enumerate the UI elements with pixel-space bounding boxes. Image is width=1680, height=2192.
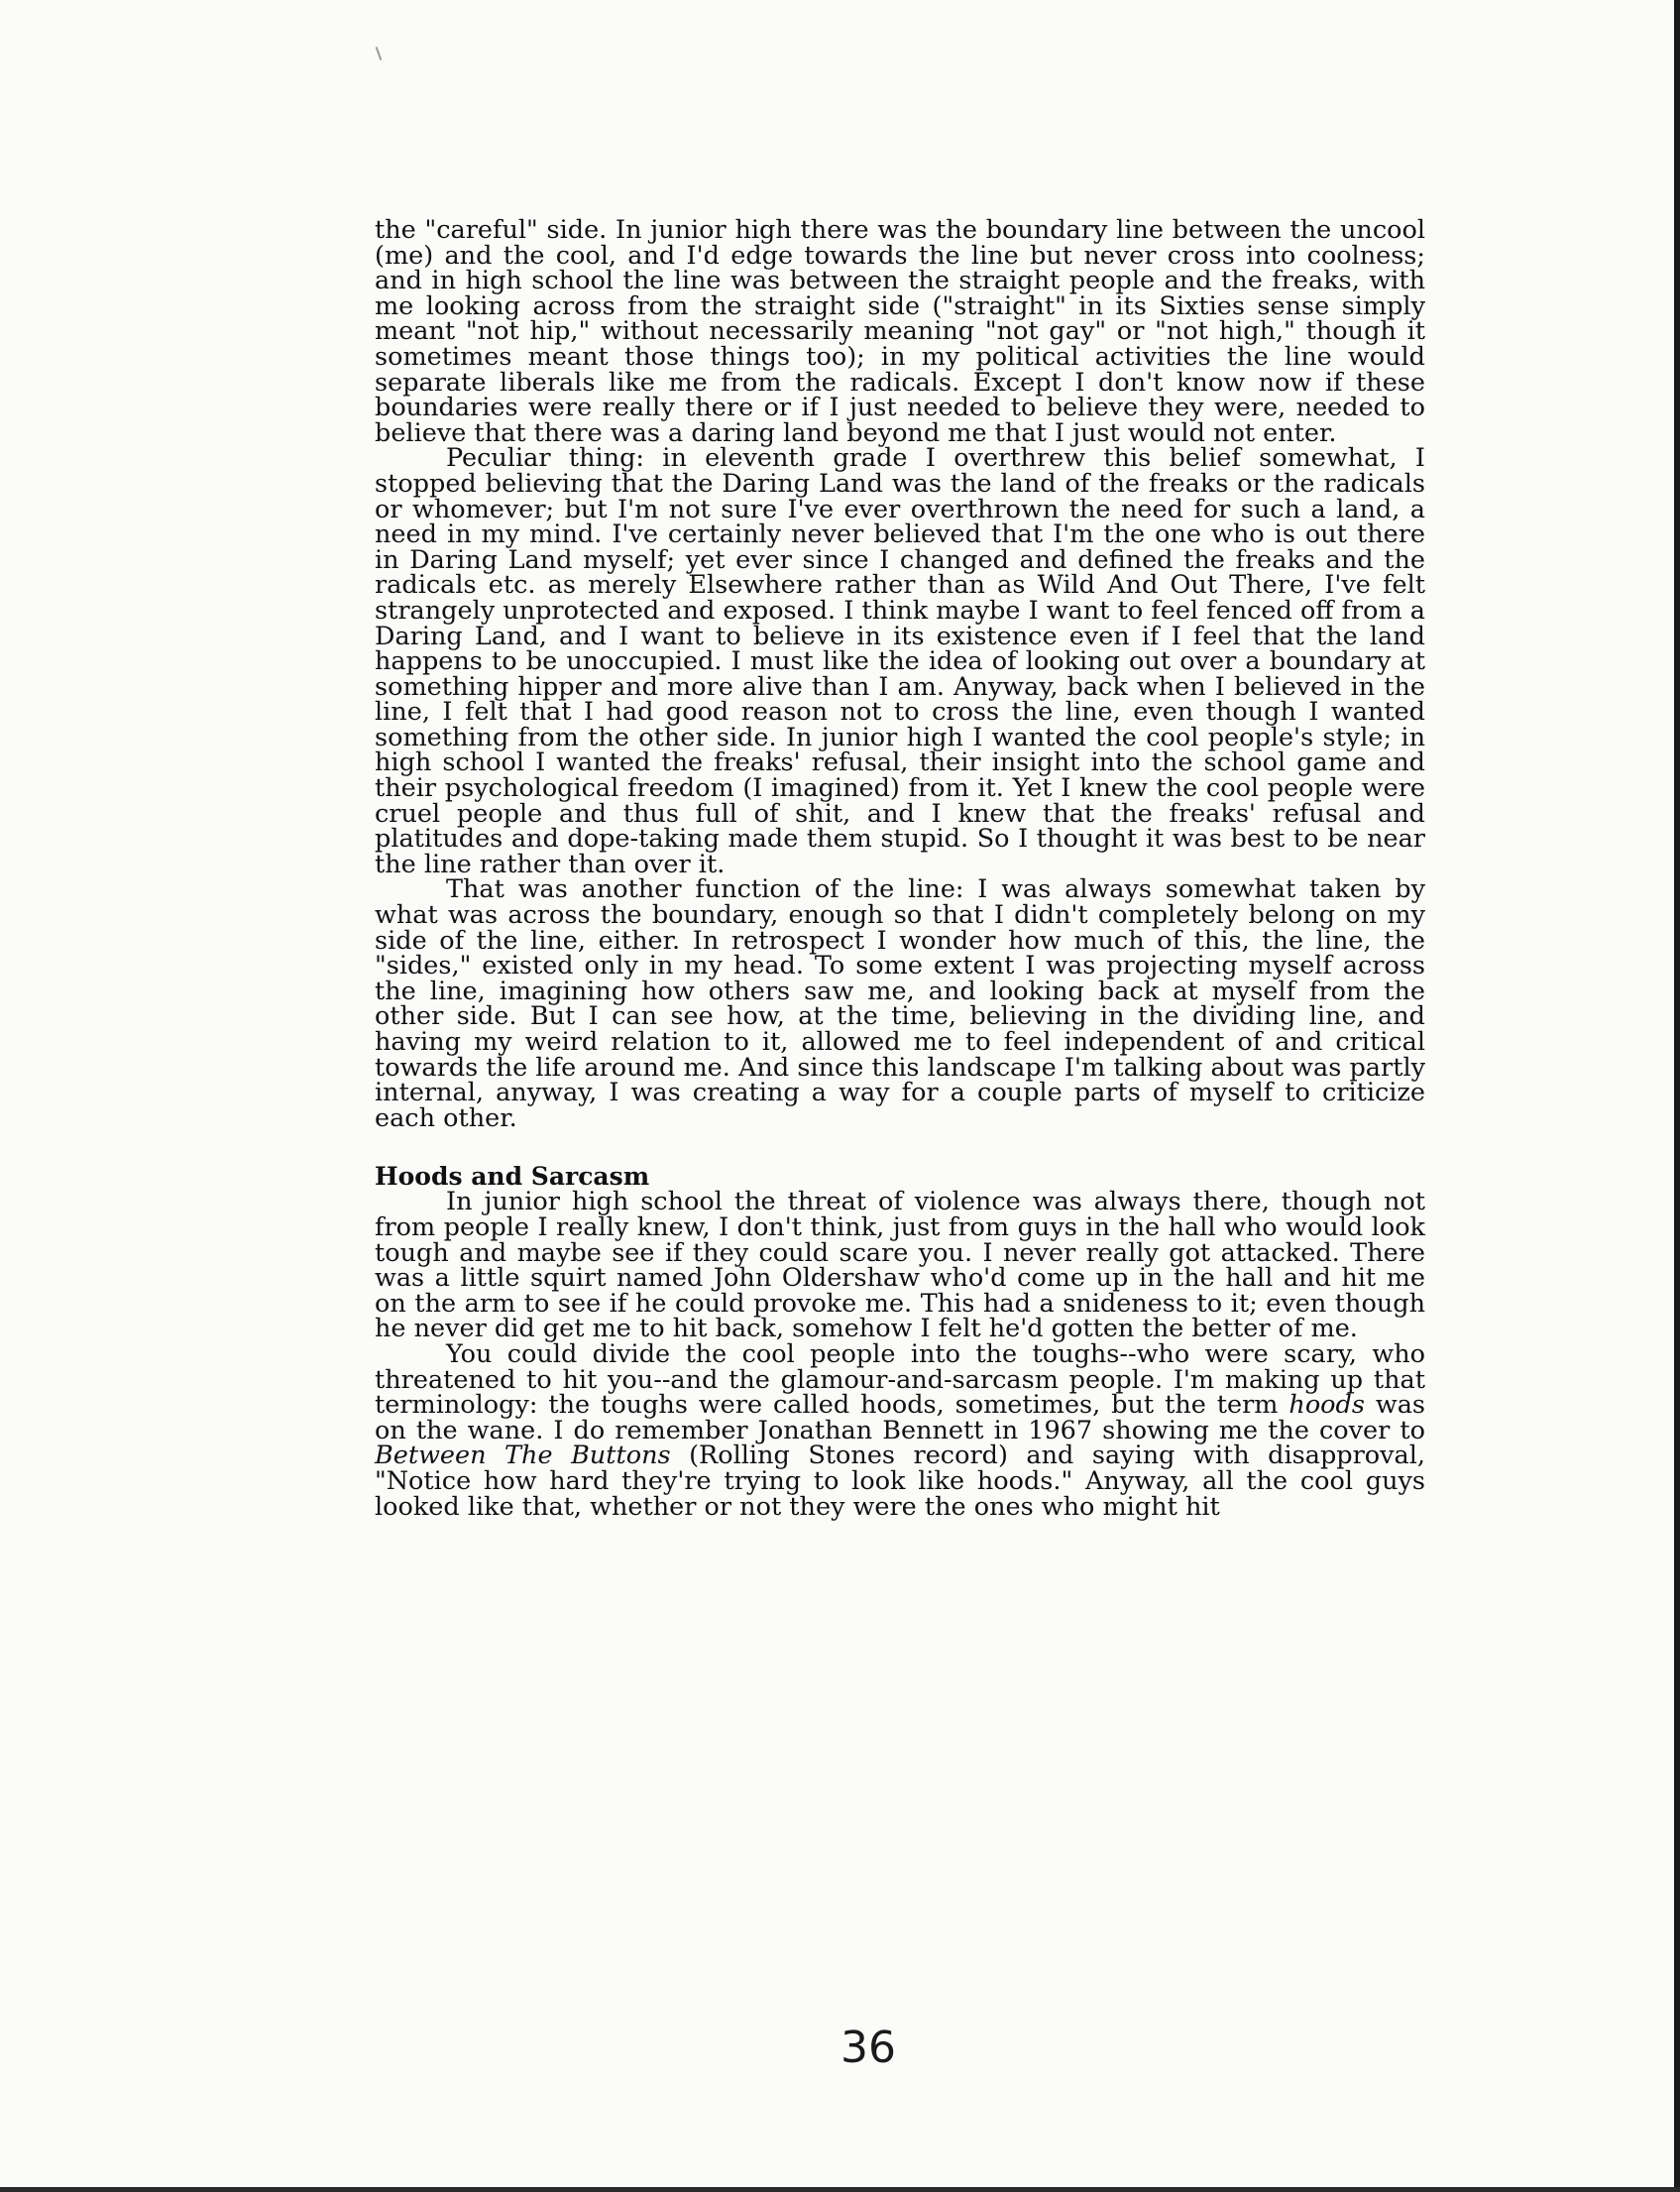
page-number: 36 xyxy=(840,2022,896,2073)
paragraph-text: was on the wane. I do remember Jonathan Bennett in 1967 showing me the cover to xyxy=(375,1390,1425,1445)
scan-speck xyxy=(376,47,383,60)
italic-term: hoods xyxy=(1288,1390,1365,1421)
italic-title: Between The Buttons xyxy=(375,1441,671,1471)
paragraph-text: (Rolling Stones record) and saying with disapproval, "Notice how hard they're trying to look like hoods." Anyway, all the cool guys looked like that, whether or not they were the ones who might hit xyxy=(375,1441,1425,1522)
paragraph-text: You could divide the cool people into the toughs--who were scary, who threatened to hit you--and the glamour-and-sarcasm people. I'm making up that terminology: the toughs were called hoods, sometimes, but the term xyxy=(375,1338,1425,1421)
paragraph: In junior high school the threat of violence was always there, though not from people I really knew, I don't think, just from guys in the hall who would look tough and maybe see if they could scare you. I never really got attacked. There was a little squirt named John Oldershaw who'd come up in the hall and hit me on the arm to see if he could provoke me. This had a snideness to it; even though he never did get me to hit back, somehow I felt he'd gotten the better of me. xyxy=(375,1187,1425,1344)
scan-edge-right xyxy=(1674,0,1680,2192)
section-heading: Hoods and Sarcasm xyxy=(375,1162,650,1192)
paragraph: That was another function of the line: I was always somewhat taken by what was across the boundary, enough so that I didn't completely belong on my side of the line, either. In retrospect I wonder how much of this, the line, the "sides," existed only in my head. To some extent I was projecting myself across the line, imagining how others saw me, and looking back at myself from the other side. But I can see how, at the time, believing in the dividing line, and having my weird relation to it, allowed me to feel independent of and critical towards the life around me. And since this landscape I'm talking about was partly internal, anyway, I was creating a way for a couple parts of myself to criticize each other. xyxy=(375,874,1425,1133)
scan-edge-bottom xyxy=(0,2187,1680,2192)
body-text xyxy=(375,215,1425,1522)
paragraph: Peculiar thing: in eleventh grade I overthrew this belief somewhat, I stopped believing that the Daring Land was the land of the freaks or the radicals or whomever; but I'm not sure I've ever overthrown the need for such a land, a need in my mind. I've certainly never believed that I'm the one who is out there in Daring Land myself; yet ever since I changed and defined the freaks and the radicals etc. as merely Elsewhere rather than as Wild And Out There, I've felt strangely unprotected and exposed. I think maybe I want to feel fenced off from a Daring Land, and I want to believe in its existence even if I feel that the land happens to be unoccupied. I must like the idea of looking out over a boundary at something hipper and more alive than I am. Anyway, back when I believed in the line, I felt that I had good reason not to cross the line, even though I wanted something from the other side. In junior high I wanted the cool people's style; in high school I wanted the freaks' refusal, their insight into the school game and their psychological freedom (I imagined) from it. Yet I knew the cool people were cruel people and thus full of shit, and I knew that the freaks' refusal and platitudes and dope-taking made them stupid. So I thought it was best to be near the line rather than over it. xyxy=(375,443,1425,879)
paragraph xyxy=(375,1338,1425,1522)
paragraph: the "careful" side. In junior high there was the boundary line between the uncool (me) and the cool, and I'd edge towards the line but never cross into coolness; and in high school the line was between the straight people and the freaks, with me looking across from the straight side ("straight" in its Sixties sense simply meant "not hip," without necessarily meaning "not gay" or "not high," though it sometimes meant those things too); in my political activities the line would separate liberals like me from the radicals. Except I don't know now if these boundaries were really there or if I just needed to believe they were, needed to believe that there was a daring land beyond me that I just would not enter. xyxy=(375,215,1425,448)
